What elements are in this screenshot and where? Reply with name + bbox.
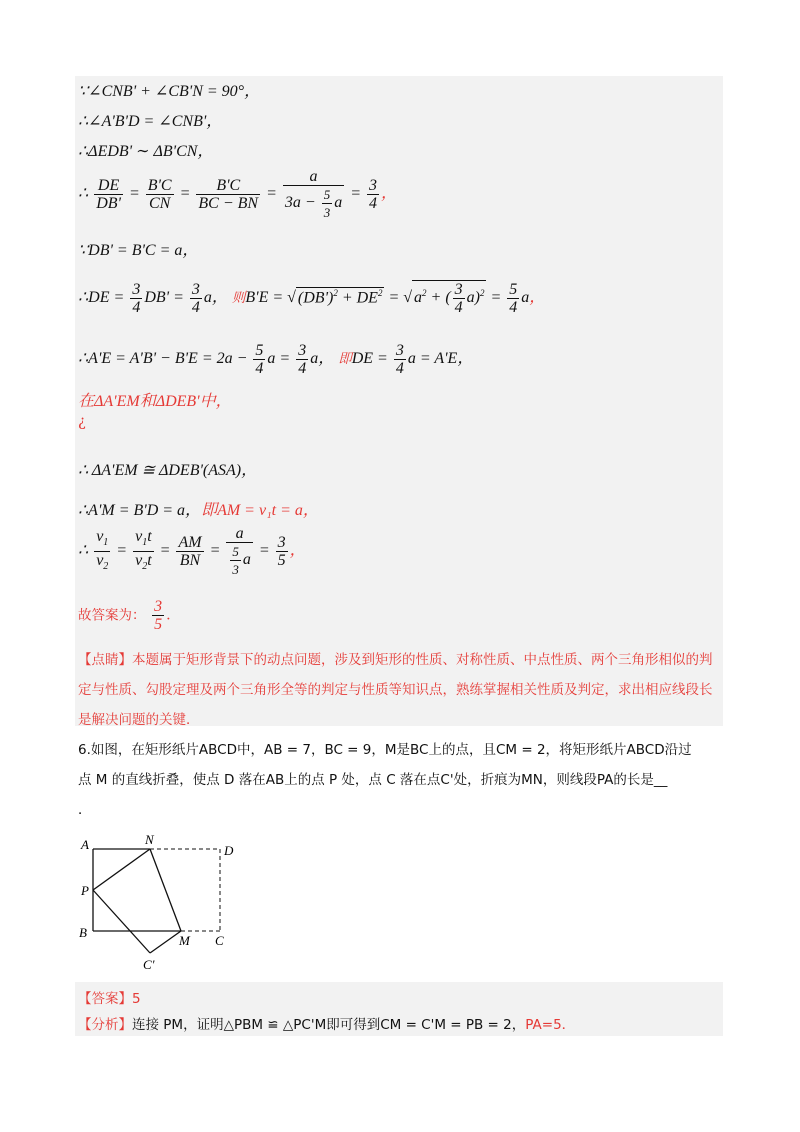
step-2: ∴∠A'B'D = ∠CNB'， <box>78 113 223 130</box>
step-7: ∴A'E = A'B' − B'E = 2a − $\frac{5}{4}$ a = $\frac{3}{4}$ a， 即DE = $\frac{3}{4}$ a = A'E， <box>78 342 474 377</box>
problem-6-text: 6.如图，在矩形纸片ABCD中，AB = 7，BC = 9，M是BC上的点，且CM = 2，将矩形纸片ABCD沿过 点 M 的直线折叠，使点 D 落在AB上的点 P 处，点 C 落在点C'处，折痕为MN，则线段PA的长是__ ． <box>78 742 692 818</box>
step-4-ratio: ∴ $\frac{DE}{DB'}$ = $\frac{B'C}{CN}$ = $\frac{B'C}{BC - BN}$ = a 3a − $\frac{5}{3}$ a = $\frac{3}{4}$ ， <box>78 168 397 220</box>
analysis-line: 【分析】连接 PM，证明△PBM ≌ △PC'M即可得到CM = C'M = PB = 2，PA=5． <box>78 1017 576 1033</box>
comment-label: 【点睛】 <box>78 652 132 668</box>
step-5: ∵DB' = B'C = a， <box>78 242 199 259</box>
frac-a-expr: a 3a − $\frac{5}{3}$ a <box>284 168 343 220</box>
geometry-diagram <box>75 835 255 975</box>
label-P: P <box>81 883 89 898</box>
step-9-brace: ¿ <box>78 414 86 430</box>
step-11: ∴A'M = B'D = a，即AM = v₁t = a， <box>78 502 319 519</box>
step-12: ∴ $\frac{v_1}{v_2}$ = $\frac{v_1t}{v_2t}$ = $\frac{AM}{BN}$ = a $\frac{5}{3}$ a = $\frac{3}{5}$ ， <box>78 525 306 577</box>
answer-line: 【答案】5 <box>78 991 141 1007</box>
step-1: ∵∠CNB' + ∠CB'N = 90°， <box>78 83 261 100</box>
label-M: M <box>179 933 190 948</box>
label-N: N <box>145 835 154 847</box>
label-A: A <box>81 837 89 852</box>
step-10: ∴ ΔA'EM ≅ ΔDEB'(ASA)， <box>78 462 258 479</box>
label-C: C <box>215 933 224 948</box>
comment-text: 本题属于矩形背景下的动点问题，涉及到矩形的性质、对称性质、中点性质、两个三角形相似的判定与性质、勾股定理及两个三角形全等的判定与性质等知识点，熟练掌握相关性质及判定，求出相应线段长是解决问题的关键． <box>78 652 713 728</box>
final-answer: 故答案为： $\frac{3}{5}$ ． <box>78 598 181 633</box>
frac-bc-bc-bn: $\frac{B'C}{BC - BN}$ <box>198 177 259 212</box>
label-D: D <box>224 843 234 858</box>
frac-de-db: $\frac{DE}{DB'}$ <box>96 177 121 212</box>
label-B: B <box>79 925 87 940</box>
frac-3-4: $\frac{3}{4}$ <box>368 177 377 212</box>
label-C-prime: C' <box>143 957 155 972</box>
step-3: ∴ΔEDB' ∼ ΔB'CN， <box>78 143 214 160</box>
frac-bc-cn: $\frac{B'C}{CN}$ <box>147 177 172 212</box>
step-8: 在ΔA'EM和ΔDEB'中， <box>78 393 232 410</box>
step-6: ∴DE = $\frac{3}{4}$ DB' = $\frac{3}{4}$ a， 则B'E = √ $(DB')^2 + DE^2$ = √ $a^2$ + ( $\frac{3}{4}$ a)$^2$ = $\frac{5}{4}$ a， <box>78 281 546 316</box>
comment-paragraph <box>78 645 723 735</box>
